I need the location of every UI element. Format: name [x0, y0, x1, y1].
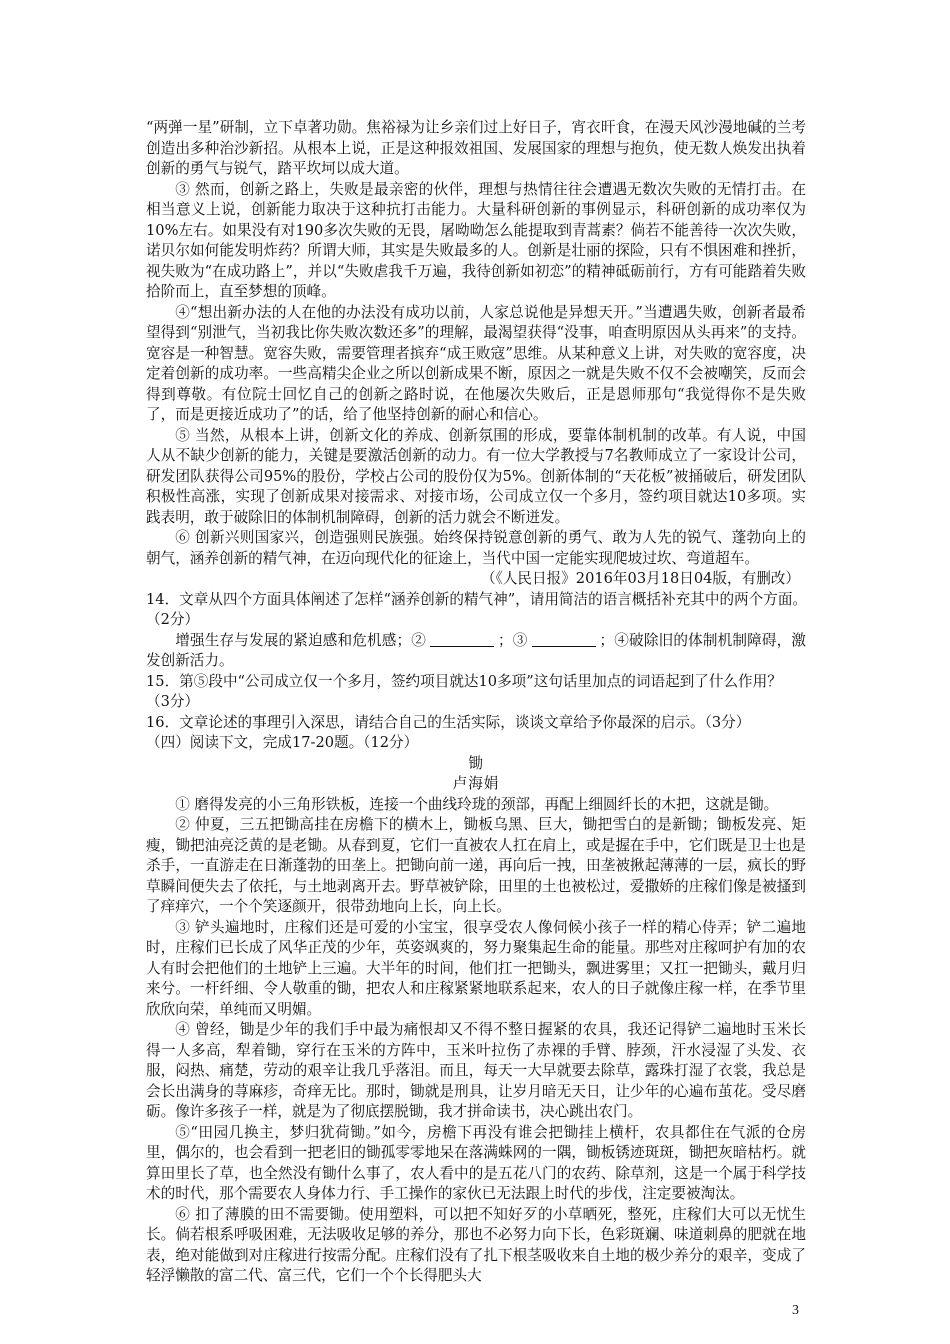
- article-author: 卢海娟: [452, 775, 500, 792]
- question-15: 15．第⑤段中“公司成立仅一个多月，签约项目就达10多项”这句话里加点的词语起到了什么作用？ （3分）: [146, 672, 797, 710]
- paragraph-top-4: ⑥ 创新兴则国家兴，创造强则民族强。始终保持锐意创新的勇气、敢为人先的锐气、蓬勃向上的朝气，涵养创新的精气神，在迈向现代化的征途上，当代中国一定能实现爬坡过坎、弯道超车。: [146, 529, 806, 567]
- answer-blank-3[interactable]: [532, 632, 596, 647]
- paragraph-bottom-5: ⑥ 扣了薄膜的田不需要锄。使用塑料，可以把不知好歹的小草晒死，整死，庄稼们大可以无忧生长。倘若根系呼吸困难，无法吸收足够的养分，那也不必努力向下长，色彩斑斓、味道刺鼻的肥就在地表，绝对能做到对庄稼进行按需分配。庄稼们没有了扎下根茎吸收来自土地的极少养分的艰辛，变成了轻浮懒散的富二代、富三代，它们一个个长得肥头大: [146, 1205, 806, 1284]
- paragraph-bottom-3: ④ 曾经，锄是少年的我们手中最为痛恨却又不得不整日握紧的农具，我还记得铲二遍地时玉米长得一人多高，犁着锄，穿行在玉米的方阵中，玉米叶拉伤了赤裸的手臂、脖颈，汗水浸湿了头发、衣服，闷热、痛楚，劳动的艰辛让我几乎落泪。而且，每天一大早就要去除草，露珠打湿了衣裳，我总是会长出满身的荨麻疹，奇痒无比。那时，锄就是刑具，让岁月暗无天日，让少年的心遍布茧花。受尽磨砺。像许多孩子一样，就是为了彻底摆脱锄，我才拼命读书，决心跳出农门。: [146, 1021, 806, 1120]
- article-title: 锄: [468, 754, 484, 772]
- q14-answer-part2: ；③: [498, 631, 528, 649]
- paragraph-top-0: “两弹一星”研制，立下卓著功勋。焦裕禄为让乡亲们过上好日子，宵衣旰食，在漫天风沙漫地碱的兰考创造出多种治沙新招。从根本上说，正是这种报效祖国、发展国家的理想与抱负，使无数人焕发出执着创新的勇气与锐气，踏平坎坷以成大道。: [146, 119, 806, 177]
- paragraph-bottom-0: ① 磨得发亮的小三角形铁板，连接一个曲线玲珑的颈部，再配上细圆纤长的木把，这就是锄。: [175, 795, 779, 813]
- paragraph-top-3: ⑤ 当然，从根本上讲，创新文化的养成、创新氛围的形成，要靠体制机制的改革。有人说，中国人从不缺少创新的能力，关键是要激活创新的动力。有一位大学教授与7名教师成立了一家设计公司，研发团队获得公司95%的股份，学校占公司的股份仅为5%。创新体制的“天花板”被捅破后，研发团队积极性高涨，实现了创新成果对接需求、对接市场，公司成立仅一个多月，签约项目就达10多项。实践表明，敢于破除旧的体制机制障碍，创新的活力就会不断迸发。: [146, 426, 806, 526]
- answer-blank-2[interactable]: [430, 632, 494, 647]
- document-page: [146, 118, 815, 1287]
- paragraph-bottom-4: ⑤“田园几换主，梦归犹荷锄。”如今，房檐下再没有谁会把锄挂上横杆，农具都住在气派的仓房里，偶尔的，也会看到一把老旧的锄孤零零地呆在落满蛛网的一隅，锄板锈迹斑斑，锄把灰暗枯朽。就算田里长了草，也全然没有锄什么事了，农人看中的是五花八门的农药、除草剂，这是一个属于科学技术的时代，那个需要农人身体力行、手工操作的家伙已无法跟上时代的步伐，注定要被淘汰。: [146, 1123, 806, 1202]
- source-citation: （《人民日报》2016年03月18日04版，有删改）: [480, 570, 800, 587]
- section-4-heading: （四）阅读下文，完成17-20题。（12分）: [146, 734, 419, 751]
- question-16: 16．文章论述的事理引入深思，请结合自己的生活实际，谈谈文章给予你最深的启示。（3分）: [146, 713, 751, 731]
- question-14-answer: [146, 631, 806, 672]
- q14-answer-part3: ；④破除旧的体制机制障碍，激发创新活力。: [146, 631, 806, 669]
- page-number: 3: [792, 1303, 799, 1318]
- paragraph-top-2: ④“想出新办法的人在他的办法没有成功以前，人家总说他是异想天开。”当遭遇失败，创新者最希望得到“别泄气，当初我比你失败次数还多”的理解，最渴望获得“没事，咱查明原因从头再来”的支持。宽容是一种智慧。宽容失败，需要管理者摈弃“成王败寇”思维。从某种意义上讲，对失败的宽容度，决定着创新的成功率。一些高精尖企业之所以创新成果不断，原因之一就是失败不仅不会被嘲笑，反而会得到尊敬。有位院士回忆自己的创新之路时说，在他屡次失败后，正是恩师那句“我觉得你不是失败了，而是更接近成功了”的话，给了他坚持创新的耐心和信心。: [146, 303, 806, 423]
- q14-answer-part1: 增强生存与发展的紧迫感和危机感；②: [175, 631, 427, 649]
- paragraph-bottom-2: ③ 铲头遍地时，庄稼们还是可爱的小宝宝，很享受农人像伺候小孩子一样的精心侍弄；铲二遍地时，庄稼们已长成了风华正茂的少年，英姿飒爽的，努力聚集起生命的能量。那些对庄稼呵护有加的农人有时会把他们的土地铲上三遍。大半年的时间，他们扛一把锄头，飘进雾里；又扛一把锄头，戴月归来兮。一杆纤细、令人敬重的锄，把农人和庄稼紧紧地联系起来，农人的日子就像庄稼一样，在季节里欣欣向荣，单纯而又明媚。: [146, 918, 806, 1018]
- paragraph-top-1: ③ 然而，创新之路上，失败是最亲密的伙伴，理想与热情往往会遭遇无数次失败的无情打击。在相当意义上说，创新能力取决于这种抗打击能力。大量科研创新的事例显示，科研创新的成功率仅为10%左右。如果没有对190多次失败的无畏，屠呦呦怎么能提取到青蒿素？倘若不能善待一次次失败，诺贝尔如何能发明炸药？所谓大师，其实是失败最多的人。创新是壮丽的探险，只有不惧困难和挫折，视失败为“在成功路上”，并以“失败虐我千万遍，我待创新如初恋”的精神砥砺前行，方有可能踏着失败拾阶而上，直至梦想的顶峰。: [146, 180, 806, 300]
- paragraph-bottom-1: ② 仲夏，三五把锄高挂在房檐下的横木上，锄板乌黑、巨大，锄把雪白的是新锄；锄板发亮、矩瘦，锄把油亮泛黄的是老锄。从春到夏，它们一直被农人扛在肩上，或是握在手中，它们既是卫士也是杀手，一直游走在日渐蓬勃的田垄上。把锄向前一递，再向后一拽，田垄被揪起薄薄的一层，疯长的野草瞬间便失去了依托，与土地剥离开去。野草被铲除，田里的土也被松过，爱撒娇的庄稼们像是被搔到了痒痒穴，一个个笑逐颜开，很带劲地向上长，向上长。: [146, 816, 806, 915]
- question-14: 14．文章从四个方面具体阐述了怎样“涵养创新的精气神”，请用简洁的语言概括补充其中的两个方面。 （2分）: [146, 590, 815, 628]
